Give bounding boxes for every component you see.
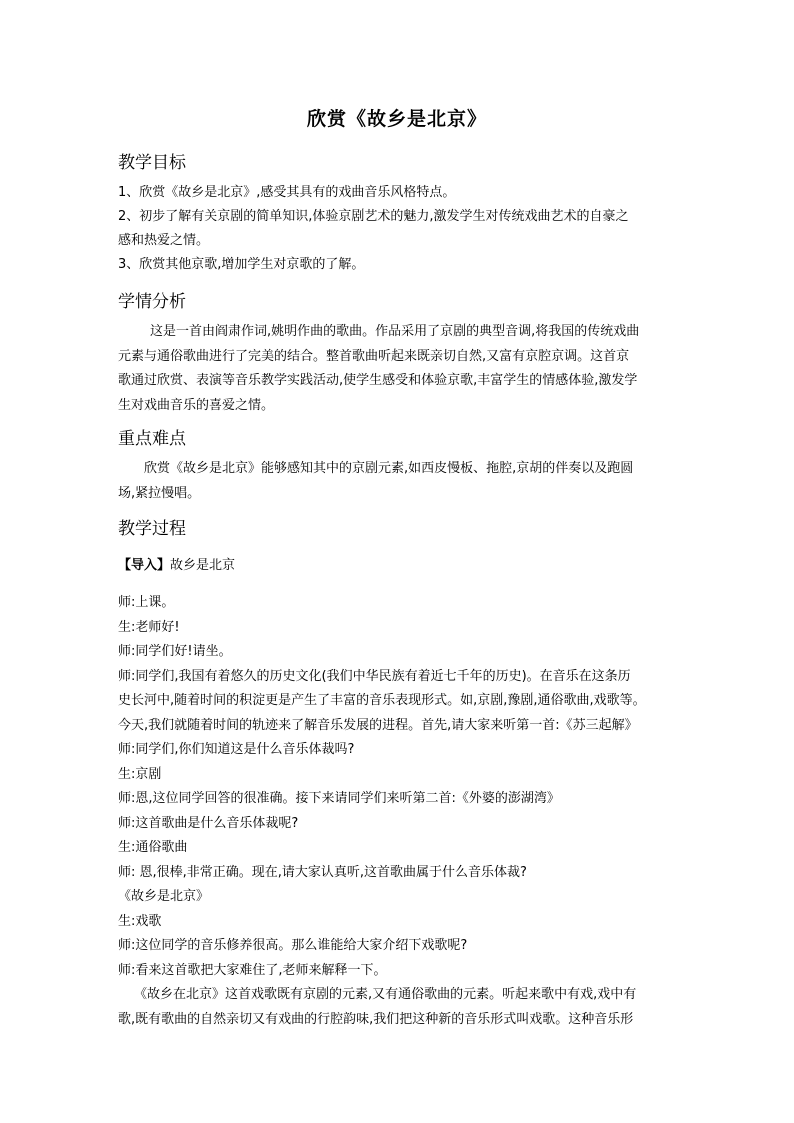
dialog-line: 师: 恩,很棒,非常正确。现在,请大家认真听,这首歌曲属于什么音乐体裁? <box>118 864 527 880</box>
dialog-line: 师:同学们,你们知道这是什么音乐体裁吗? <box>118 742 355 757</box>
goal-line: 2、初步了解有关京剧的简单知识,体验京剧艺术的魅力,激发学生对传统戏曲艺术的自豪之 <box>118 209 629 224</box>
goals-heading: 教学目标 <box>118 153 186 173</box>
dialog-line: 《故乡是北京》 <box>118 889 210 904</box>
dialog-line: 今天,我们就随着时间的轨迹来了解音乐发展的进程。首先,请大家来听第一首:《苏三起解》 <box>118 717 638 733</box>
dialog-line: 师:同学们好!请坐。 <box>118 644 232 659</box>
dialog-line: 师:同学们,我国有着悠久的历史文化(我们中华民族有着近七千年的历史)。在音乐在这条历 <box>118 668 631 684</box>
dialog-line: 师:看来这首歌把大家难住了,老师来解释一下。 <box>118 962 387 978</box>
closing-line: 《故乡在北京》这首戏歌既有京剧的元素,又有通俗歌曲的元素。听起来歌中有戏,戏中有 <box>134 987 637 1002</box>
analysis-line: 歌通过欣赏、表演等音乐教学实践活动,使学生感受和体验京歌,丰富学生的情感体验,激发学 <box>118 373 638 388</box>
goal-line: 1、欣赏《故乡是北京》,感受其具有的戏曲音乐风格特点。 <box>118 185 456 200</box>
key-paragraph <box>118 457 683 506</box>
goal-line: 感和热爱之情。 <box>118 233 210 248</box>
intro-line <box>118 554 683 578</box>
dialog-line: 师:这位同学的音乐修养很高。那么谁能给大家介绍下戏歌呢? <box>118 938 468 953</box>
dialog-block <box>118 591 683 1032</box>
dialog-line: 生:戏歌 <box>118 913 162 929</box>
intro-text: 故乡是北京 <box>170 558 236 573</box>
dialog-line: 师:上课。 <box>118 595 175 610</box>
process-heading: 教学过程 <box>118 519 186 539</box>
analysis-heading: 学情分析 <box>118 292 186 312</box>
key-heading: 重点难点 <box>118 429 186 449</box>
dialog-line: 生:京剧 <box>118 766 162 782</box>
dialog-line: 师:恩,这位同学回答的很准确。接下来请同学们来听第二首:《外婆的澎湖湾》 <box>118 791 560 806</box>
dialog-line: 史长河中,随着时间的积淀更是产生了丰富的音乐表现形式。如,京剧,豫剧,通俗歌曲,戏歌等。 <box>118 693 646 708</box>
analysis-line: 生对戏曲音乐的喜爱之情。 <box>118 397 275 413</box>
document-title: 欣赏《故乡是北京》 <box>306 108 487 130</box>
closing-line: 歌,既有歌曲的自然亲切又有戏曲的行腔韵味,我们把这种新的音乐形式叫戏歌。这种音乐形 <box>118 1011 634 1027</box>
key-line: 欣赏《故乡是北京》能够感知其中的京剧元素,如西皮慢板、拖腔,京胡的伴奏以及跑圆 <box>144 461 634 476</box>
analysis-paragraph <box>118 320 683 418</box>
dialog-line: 生:通俗歌曲 <box>118 840 188 855</box>
dialog-line: 生:老师好! <box>118 619 180 635</box>
intro-label: 【导入】 <box>118 558 171 573</box>
analysis-line: 元素与通俗歌曲进行了完美的结合。整首歌曲听起来既亲切自然,又富有京腔京调。这首京 <box>118 348 630 364</box>
dialog-line: 师:这首歌曲是什么音乐体裁呢? <box>118 815 299 831</box>
goal-line: 3、欣赏其他京歌,增加学生对京歌的了解。 <box>118 257 365 272</box>
key-line: 场,紧拉慢唱。 <box>118 485 201 501</box>
analysis-line: 这是一首由阎肃作词,姚明作曲的歌曲。作品采用了京剧的典型音调,将我国的传统戏曲 <box>150 324 640 339</box>
